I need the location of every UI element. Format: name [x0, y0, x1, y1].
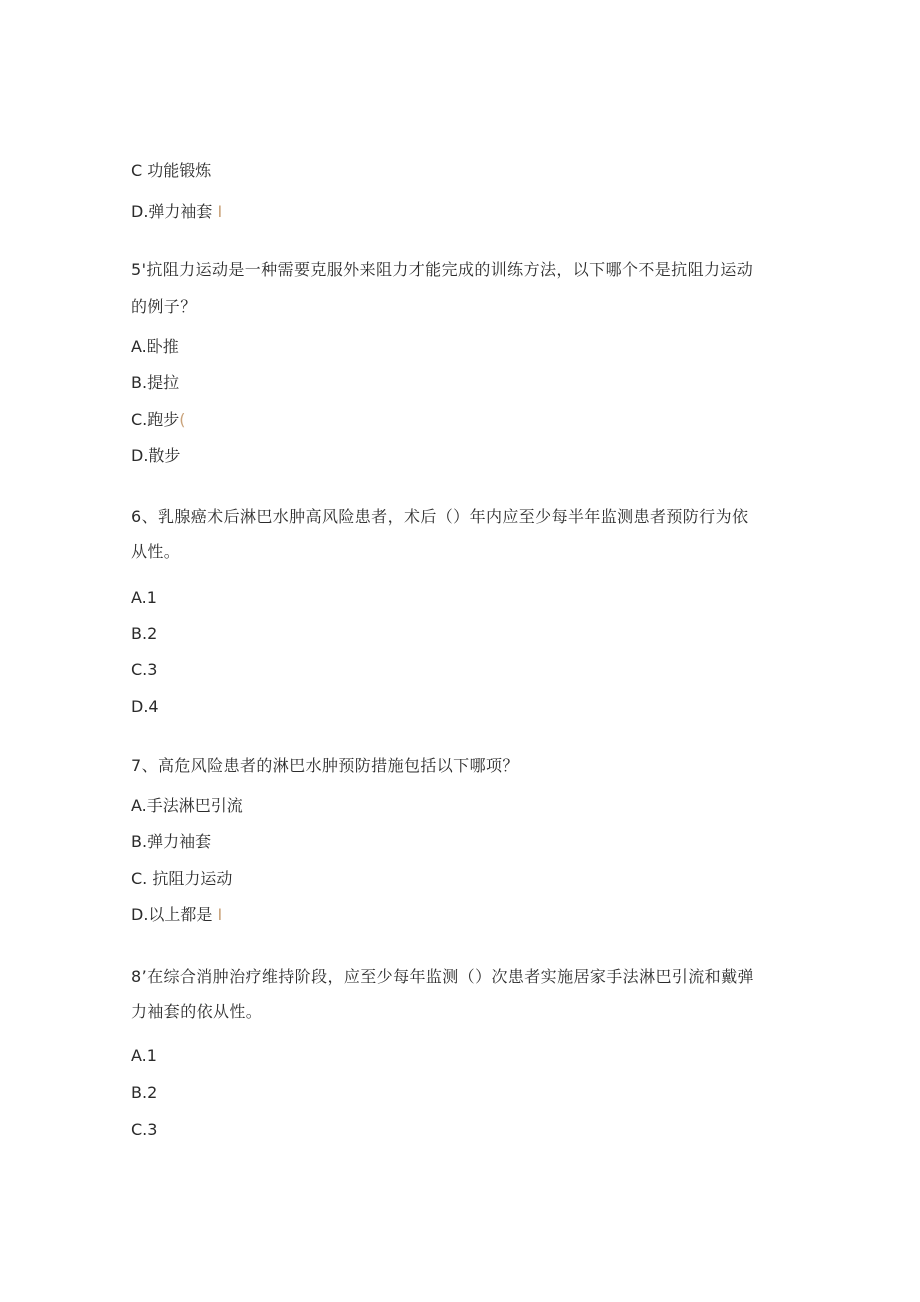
q8-option-a: A.1 — [131, 1046, 157, 1065]
q8-option-c: C.3 — [131, 1120, 158, 1139]
q8-stem-line1: 8’在综合消肿治疗维持阶段，应至少每年监测（）次患者实施居家手法淋巴引流和戴弹 — [131, 967, 754, 986]
q5-option-d: D.散步 — [131, 446, 181, 465]
q6-stem-line2: 从性。 — [131, 542, 181, 561]
q4-option-d-text: D.弹力袖套 — [131, 202, 213, 221]
q7-option-d — [131, 905, 222, 925]
q7-option-a: A.手法淋巴引流 — [131, 796, 243, 815]
q7-option-d-text: D.以上都是 — [131, 905, 213, 924]
q7-option-c: C. 抗阻力运动 — [131, 869, 233, 888]
q5-stem-line1: 5'抗阻力运动是一种需要克服外来阻力才能完成的训练方法，以下哪个不是抗阻力运动 — [131, 260, 754, 279]
q7-option-b: B.弹力袖套 — [131, 832, 212, 851]
q6-stem-line1: 6、乳腺癌术后淋巴水肿高风险患者，术后（）年内应至少每半年监测患者预防行为依 — [131, 507, 749, 526]
q5-option-c-mark: ( — [179, 410, 186, 429]
q7-stem: 7、高危风险患者的淋巴水肿预防措施包括以下哪项？ — [131, 756, 519, 775]
q5-option-b: B.提拉 — [131, 373, 180, 392]
q6-option-d: D.4 — [131, 697, 159, 716]
q6-option-c: C.3 — [131, 660, 158, 679]
q6-option-a: A.1 — [131, 588, 157, 607]
q5-option-a: A.卧推 — [131, 337, 179, 356]
q4-option-d — [131, 202, 222, 222]
q4-option-d-mark: I — [217, 202, 223, 221]
q5-option-c-text: C.跑步 — [131, 410, 180, 429]
q6-option-b: B.2 — [131, 624, 158, 643]
q7-option-d-mark: I — [217, 905, 223, 924]
q8-option-b: B.2 — [131, 1083, 158, 1102]
q8-stem-line2: 力袖套的依从性。 — [131, 1002, 263, 1021]
q5-option-c — [131, 410, 186, 430]
q4-option-c: C 功能锻炼 — [131, 161, 212, 180]
q5-stem-line2: 的例子？ — [131, 297, 197, 316]
